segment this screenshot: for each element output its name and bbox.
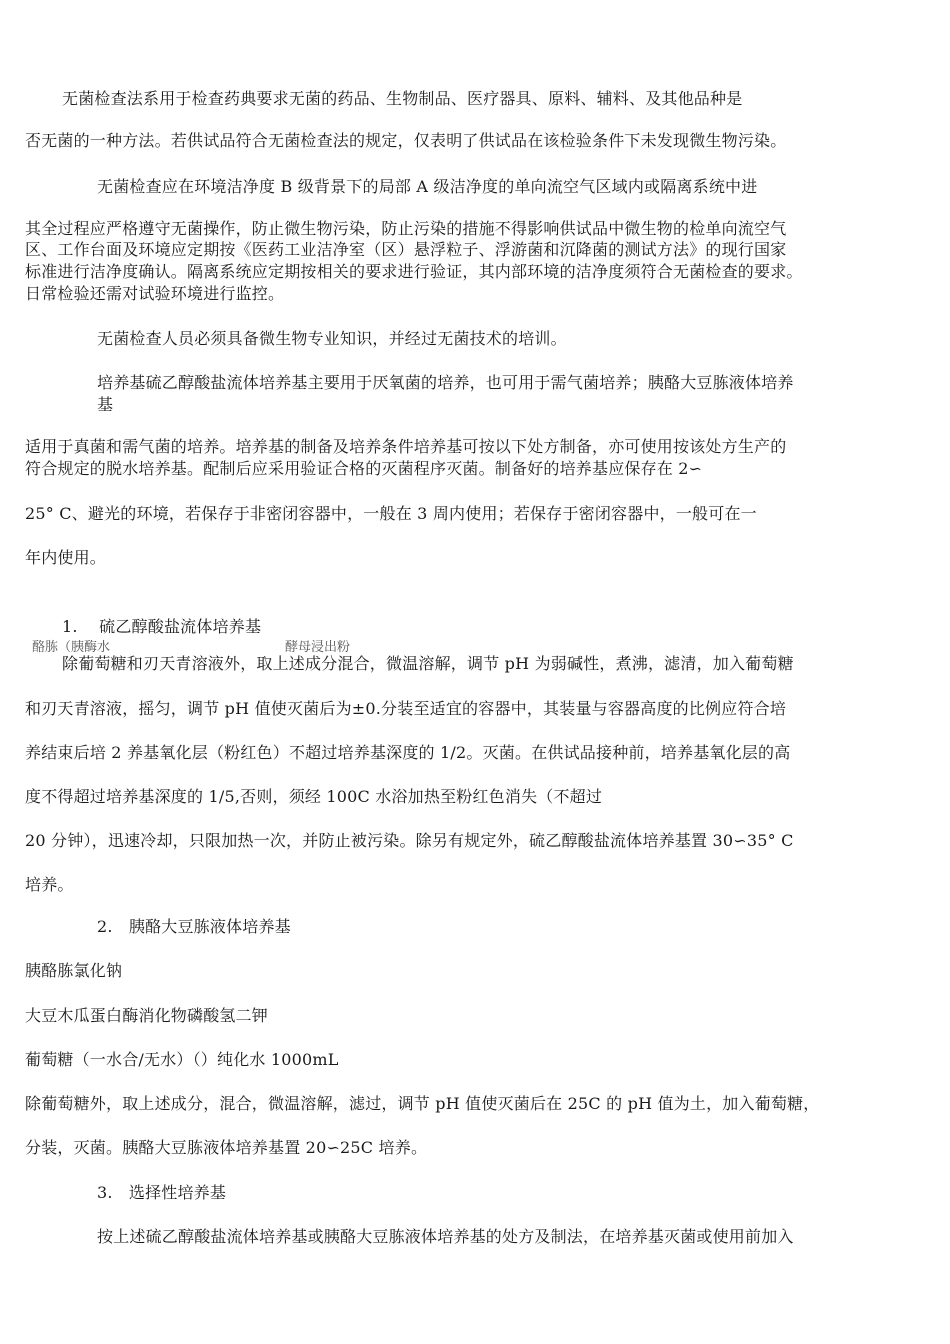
paragraph-environment-line-3: 区、工作台面及环境应定期按《医药工业洁净室（区）悬浮粒子、浮游菌和沉降菌的测试方法》的现行国家 [25,240,787,259]
section-1-ingredient-a: 酪胨（胰酶水 [32,640,111,655]
paragraph-environment-line-5: 日常检验还需对试验环境进行监控。 [25,284,285,303]
section-1-line-5: 20 分钟），迅速冷却，只限加热一次，并防止被污染。除另有规定外，硫乙醇酸盐流体培养基置 30∽35° C [25,831,794,850]
paragraph-preparation-line-2: 符合规定的脱水培养基。配制后应采用验证合格的灭菌程序灭菌。制备好的培养基应保存在 2∽ [25,459,703,478]
section-1-heading: 1. 硫乙醇酸盐流体培养基 [62,617,262,636]
section-1-line-2: 和刃天青溶液，摇匀，调节 pH 值使灭菌后为±0.分装至适宜的容器中，其装量与容器高度的比例应符合培 [25,699,787,718]
paragraph-preparation-line-1: 适用于真菌和需气菌的培养。培养基的制备及培养条件培养基可按以下处方制备，亦可使用按该处方生产的 [25,437,787,456]
section-3-heading: 3. 选择性培养基 [97,1183,227,1202]
section-1-line-6: 培养。 [25,875,74,894]
paragraph-environment-line-4: 标准进行洁净度确认。隔离系统应定期按相关的要求进行验证，其内部环境的洁净度须符合无菌检查的要求。 [25,262,803,281]
paragraph-preparation-line-4: 年内使用。 [25,548,107,567]
paragraph-personnel: 无菌检查人员必须具备微生物专业知识，并经过无菌技术的培训。 [97,329,567,348]
paragraph-media-line-2: 基 [97,395,114,414]
section-1-ingredient-b: 酵母浸出粉 [285,640,351,655]
section-2-line-1: 除葡萄糖外，取上述成分，混合，微温溶解，滤过，调节 pH 值使灭菌后在 25C 的 pH 值为土，加入葡萄糖， [25,1094,820,1113]
paragraph-environment-line-1: 无菌检查应在环境洁净度 B 级背景下的局部 A 级洁净度的单向流空气区域内或隔离系统中进 [97,177,758,196]
section-2-ingredients-2: 大豆木瓜蛋白酶消化物磷酸氢二钾 [25,1006,269,1025]
paragraph-intro-line-1: 无菌检查法系用于检查药典要求无菌的药品、生物制品、医疗器具、原料、辅料、及其他品种是 [62,89,743,108]
section-3-line-1: 按上述硫乙醇酸盐流体培养基或胰酪大豆胨液体培养基的处方及制法，在培养基灭菌或使用前加入 [97,1227,794,1246]
section-1-line-4: 度不得超过培养基深度的 1/5,否则，须经 100C 水浴加热至粉红色消失（不超过 [25,787,603,806]
paragraph-media-line-1: 培养基硫乙醇酸盐流体培养基主要用于厌氧菌的培养，也可用于需气菌培养；胰酪大豆胨液体培养 [97,373,794,392]
section-1-line-3: 养结束后培 2 养基氧化层（粉红色）不超过培养基深度的 1/2。灭菌。在供试品接种前，培养基氧化层的高 [25,743,791,762]
section-2-line-2: 分装，灭菌。胰酪大豆胨液体培养基置 20∽25C 培养。 [25,1138,428,1157]
section-2-ingredients-3: 葡萄糖（一水合/无水）（）纯化水 1000mL [25,1050,339,1069]
section-1-line-1: 除葡萄糖和刃天青溶液外，取上述成分混合，微温溶解，调节 pH 为弱碱性，煮沸，滤清，加入葡萄糖 [62,654,794,673]
paragraph-environment-line-2: 其全过程应严格遵守无菌操作，防止微生物污染，防止污染的措施不得影响供试品中微生物的检单向流空气 [25,219,787,238]
section-2-heading: 2. 胰酪大豆胨液体培养基 [97,917,291,936]
paragraph-preparation-line-3: 25° C、避光的环境，若保存于非密闭容器中，一般在 3 周内使用；若保存于密闭容器中，一般可在一 [25,504,757,523]
paragraph-intro-line-2: 否无菌的一种方法。若供试品符合无菌检查法的规定，仅表明了供试品在该检验条件下未发现微生物污染。 [25,131,787,150]
section-2-ingredients-1: 胰酪胨氯化钠 [25,961,123,980]
